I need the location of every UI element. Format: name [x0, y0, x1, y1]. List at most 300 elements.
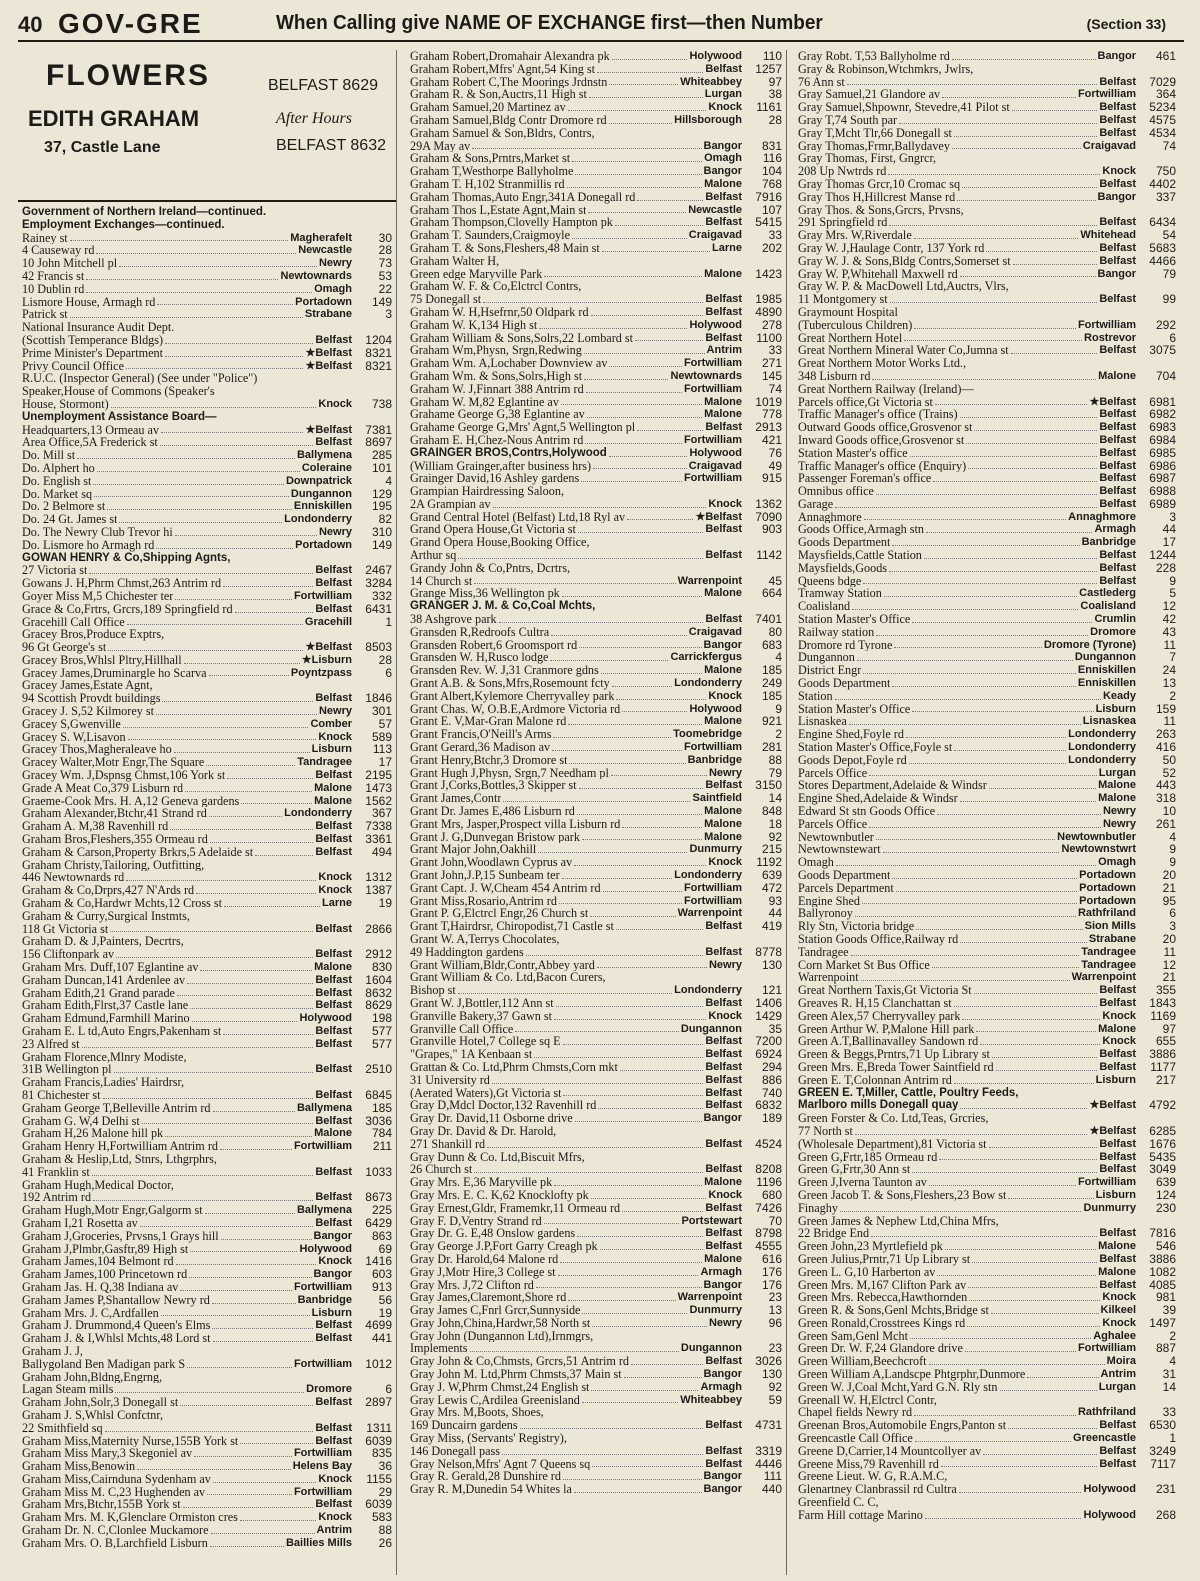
listing-entry [798, 703, 1176, 716]
listing-entry [410, 306, 782, 319]
listing-number: 583 [371, 1510, 392, 1525]
listing-exchange: Portadown [1079, 869, 1136, 881]
listing-number: 129 [371, 486, 392, 501]
listing-exchange: Lurgan [1098, 1380, 1136, 1393]
leader-dots [972, 1262, 1097, 1263]
listing-number: 7401 [755, 612, 782, 627]
listing-number: 8321 [365, 358, 392, 373]
leader-dots [960, 942, 1087, 943]
listing-exchange: Belfast [1099, 75, 1136, 88]
listing-entry [798, 1509, 1176, 1522]
listing-name: Graham Wm,Physn, Srgn,Redwing [410, 344, 582, 358]
listing-exchange: Knock [318, 397, 352, 410]
leader-dots [952, 59, 1096, 60]
listing-exchange: Omagh [314, 282, 352, 295]
listing-name: Goods Department [798, 536, 891, 550]
listing-entry: Gracey James,Estate Agnt, [22, 679, 153, 693]
leader-dots [162, 701, 313, 702]
listing-number: 1604 [365, 972, 392, 987]
listing-number: 53 [378, 268, 392, 283]
listing-entry [410, 741, 782, 754]
listing-name: Grant John,J.P,15 Sunbeam ter [410, 869, 560, 882]
listing-name: Graham Bros,Fleshers,355 Ormeau rd [22, 833, 208, 846]
listing-name: 446 Newtownards rd [22, 871, 125, 885]
listing-exchange: Malone [1098, 1265, 1136, 1278]
listing-name: Graham Miss Mary,3 Skegoniel av [22, 1447, 193, 1461]
listing-name: Gray Dr. Harold,64 Malone rd [410, 1252, 559, 1266]
listing-number: 145 [761, 368, 782, 383]
listing-exchange: Bangor [703, 1112, 742, 1125]
listing-entry [798, 805, 1176, 818]
listing-name: Green Dr. W. F,24 Glandore drive [798, 1342, 963, 1356]
leader-dots [563, 1044, 704, 1045]
leader-dots [487, 1147, 703, 1148]
leader-dots [502, 1454, 703, 1455]
listing-name: Green Mrs. M,167 Clifton Park av [798, 1278, 967, 1292]
leader-dots [601, 673, 702, 674]
listing-exchange: ★Lisburn [301, 653, 352, 666]
leader-dots [954, 1083, 1094, 1084]
listing-number: 4402 [1149, 176, 1176, 191]
listing-exchange: Lurgan [1098, 766, 1136, 779]
listing-name: Do. English st [22, 474, 92, 488]
leader-dots [563, 1095, 703, 1096]
listing-entry [22, 1102, 392, 1115]
listing-name: Greencastle Call Office [798, 1432, 913, 1445]
listing-number: 271 [761, 356, 782, 371]
listing-name: Graham J,Plmbr,Gasftr,89 High st [22, 1242, 189, 1256]
listing-entry: R.U.C. (Inspector General) (See under "Police") [22, 372, 258, 386]
listing-exchange: Magherafelt [290, 231, 352, 244]
listing-exchange: Malone [704, 267, 742, 280]
leader-dots [92, 1175, 314, 1176]
listing-number: 603 [371, 1267, 392, 1282]
listing-entry [22, 756, 392, 769]
listing-number: 2510 [365, 1062, 392, 1077]
listing-entry [798, 76, 1176, 89]
listing-exchange: Belfast [315, 986, 352, 999]
listing-number: 130 [761, 1367, 782, 1382]
listing-entry [798, 1176, 1176, 1189]
listing-name: Grant Major John,Oakhill [410, 843, 537, 857]
listing-exchange: Fortwilliam [683, 472, 742, 485]
listing-number: 4524 [755, 1136, 782, 1151]
listing-entry [22, 616, 392, 629]
listing-name: (Wholesale Department),81 Victoria st [798, 1137, 987, 1151]
listing-entry [22, 1537, 392, 1550]
listing-entry: Graham Francis,Ladies' Hairdrsr, [22, 1076, 185, 1089]
listing-number: 7338 [365, 819, 392, 834]
listing-exchange: Belfast [705, 293, 742, 306]
listing-exchange: Armagh [700, 1380, 742, 1393]
listing-exchange: Belfast [315, 769, 352, 782]
listing-entry: Unemployment Assistance Board— [22, 410, 217, 423]
leader-dots [889, 225, 1097, 226]
listing-entry [798, 728, 1176, 741]
leader-dots [587, 417, 702, 418]
listing-entry [22, 424, 392, 437]
listing-number: 1196 [756, 1175, 782, 1190]
listing-entry [798, 575, 1176, 588]
listing-number: 8778 [755, 944, 782, 959]
listing-exchange: Fortwilliam [293, 1357, 352, 1370]
listing-number: 57 [378, 716, 392, 731]
listing-exchange: Belfast [315, 1063, 352, 1076]
listing-name: Marlboro mills Donegall quay [798, 1099, 959, 1112]
listing-name: Graham Robert C,The Moorings Jrdnstn [410, 75, 608, 89]
listing-exchange: Londonderry [674, 984, 742, 997]
listing-name: Maysfields,Goods [798, 561, 888, 575]
listing-name: Graham Robert,Dromahair Alexandra pk [410, 50, 610, 63]
listing-name: Newtownstewart [798, 843, 881, 857]
listing-entry [410, 1458, 782, 1471]
listing-entry [410, 920, 782, 933]
leader-dots [581, 481, 682, 482]
listing-exchange: Dungannon [680, 1022, 742, 1035]
leader-dots [635, 340, 703, 341]
listing-number: 2897 [365, 1395, 392, 1410]
listing-exchange: Malone [314, 781, 352, 794]
listing-number: 8503 [365, 640, 392, 655]
listing-number: 185 [761, 688, 782, 703]
listing-number: 79 [768, 765, 782, 780]
leader-dots [616, 699, 706, 700]
listing-name: Area Office,5A Frederick st [22, 436, 158, 450]
listing-name: Grant Miss,Rosario,Antrim rd [410, 894, 557, 908]
listing-name: Engine Shed [798, 894, 860, 908]
listing-name: Greene D,Carrier,14 Mountcollyer av [798, 1444, 982, 1458]
listing-entry [798, 587, 1176, 600]
leader-dots [126, 368, 303, 369]
leader-dots [579, 788, 704, 789]
leader-dots [888, 174, 1100, 175]
listing-number: 443 [1155, 778, 1176, 793]
listing-number: 4 [775, 650, 782, 665]
listing-name: Grant T,Hairdrsr, Chiropodist,71 Castle st [410, 920, 614, 933]
leader-dots [991, 1313, 1099, 1314]
listing-exchange: Belfast [315, 922, 352, 935]
listing-name: Graham H,26 Malone hill pk [22, 1127, 164, 1141]
leader-dots [851, 955, 1080, 956]
listing-exchange: Belfast [1099, 344, 1136, 357]
listing-entry [410, 370, 782, 383]
listing-entry [798, 1151, 1176, 1164]
listing-exchange: Belfast [705, 945, 742, 958]
listing-entry [22, 1524, 392, 1537]
listing-entry: Greenall W. H,Elctrcl Contr, [798, 1393, 937, 1407]
listing-exchange: Fortwilliam [1077, 318, 1136, 331]
listing-entry [798, 268, 1176, 281]
leader-dots [94, 496, 289, 497]
leader-dots [241, 803, 312, 804]
listing-name: "Grapes," 1A Kenbaan st [410, 1048, 533, 1061]
leader-dots [637, 430, 703, 431]
listing-entry [410, 984, 782, 997]
leader-dots [472, 148, 701, 149]
leader-dots [582, 1313, 687, 1314]
leader-dots [602, 251, 710, 252]
listing-exchange: Belfast [1099, 421, 1136, 434]
listing-entry [410, 523, 782, 536]
listing-exchange: Belfast [1099, 1278, 1136, 1291]
listing-exchange: Armagh [700, 1265, 742, 1278]
listing-exchange: Whiteabbey [680, 75, 742, 88]
leader-dots [1011, 353, 1098, 354]
listing-entry [410, 1342, 782, 1355]
listing-entry [22, 244, 392, 257]
listing-name: Graham W. K,134 High st [410, 318, 538, 332]
listing-name: Grant William,Bldr,Contr,Abbey yard [410, 958, 595, 972]
listing-name: Graham Mrs. O. B,Larchfield Lisburn [22, 1536, 208, 1550]
listing-number: 39 [1162, 1303, 1176, 1318]
listing-entry: Graham Christy,Tailoring, Outfitting, [22, 858, 205, 872]
listing-number: 8632 [365, 985, 392, 1000]
listing-exchange: Warrenpoint [677, 1291, 742, 1304]
listing-entry [410, 332, 782, 345]
listing-name: Farm Hill cottage Marino [798, 1508, 923, 1522]
leader-dots [235, 612, 314, 613]
listing-number: 6429 [365, 1215, 392, 1230]
listing-exchange: Warrenpoint [677, 574, 742, 587]
leader-dots [185, 791, 312, 792]
listing-name: Station Goods Office,Railway rd [798, 932, 959, 946]
listing-entry [410, 1419, 782, 1432]
leader-dots [563, 1479, 702, 1480]
listing-number: 82 [378, 512, 392, 527]
listing-number: 11 [1163, 944, 1176, 959]
listing-name: Grant J. G,Dunvegan Bristow park [410, 830, 580, 844]
listing-entry [798, 971, 1176, 984]
leader-dots [474, 1172, 703, 1173]
listing-exchange: Toomebridge [673, 728, 742, 741]
listing-entry [410, 396, 782, 409]
leader-dots [585, 443, 682, 444]
leader-dots [108, 650, 303, 651]
listing-name: 22 Bridge End [798, 1227, 870, 1241]
listing-name: Lisnaskea [798, 715, 847, 729]
listing-name: Gray T,74 South par [798, 113, 898, 127]
listing-entry [798, 101, 1176, 114]
listing-name: Gray Mrs. E,36 Maryville pk [410, 1176, 553, 1189]
listing-entry [410, 1023, 782, 1036]
listing-number: 4085 [1149, 1277, 1176, 1292]
listing-exchange: Newry [708, 1316, 742, 1329]
listing-exchange: Belfast [315, 1434, 352, 1447]
leader-dots [591, 315, 704, 316]
listing-name: Graham & Carson,Property Brkrs,5 Adelaide st [22, 845, 254, 859]
listing-exchange: Malone [704, 664, 742, 677]
listing-number: 249 [761, 676, 782, 691]
leader-dots [952, 148, 1081, 149]
listing-number: 3 [1169, 509, 1176, 524]
listing-number: 8798 [755, 1226, 782, 1241]
listing-exchange: Baillies Mills [285, 1536, 352, 1549]
listing-entry: Greenfield C. C, [798, 1496, 879, 1509]
listing-entry [798, 1227, 1176, 1240]
listing-entry [22, 449, 392, 462]
listing-name: Grace & Co,Frtrs, Grcrs,189 Springfield rd [22, 602, 233, 616]
listing-entry: Gray John (Dungannon Ltd),Irnmgrs, [410, 1329, 594, 1343]
listing-name: 10 John Mitchell pl [22, 257, 118, 270]
leader-dots [93, 1200, 313, 1201]
listing-entry [410, 1010, 782, 1023]
listing-number: 225 [371, 1203, 392, 1218]
listing-name: Gray Dr. G. E,48 Onslow gardens [410, 1227, 576, 1241]
listing-number: 7117 [1150, 1456, 1176, 1471]
listing-name: Ballygoland Ben Madigan park S [22, 1357, 186, 1371]
listing-exchange: Knock [1102, 165, 1136, 178]
listing-name: Graham Alexander,Btchr,41 Strand rd [22, 807, 207, 821]
listing-exchange: Lisburn [311, 743, 352, 756]
listing-entry [410, 792, 782, 805]
listing-entry [410, 754, 782, 767]
listing-entry [410, 1035, 782, 1048]
listing-number: 704 [1155, 368, 1176, 383]
listing-entry: Gray Dunn & Co. Ltd,Biscuit Mfrs, [410, 1150, 585, 1164]
listing-exchange: Belfast [315, 1088, 352, 1101]
listing-exchange: Holywood [689, 318, 742, 331]
listing-entry [798, 421, 1176, 434]
listing-exchange: Banbridge [1081, 536, 1136, 549]
listing-entry [798, 741, 1176, 754]
listing-name: Rly Stn, Victoria bridge [798, 920, 915, 933]
listing-number: 494 [371, 844, 392, 859]
leader-dots [906, 737, 1066, 738]
listing-name: Graham Edith,21 Grand parade [22, 986, 175, 1000]
listing-exchange: Portadown [295, 295, 352, 308]
listing-entry [22, 1012, 392, 1025]
listing-name: Gray W. P,Whitehall Maxwell rd [798, 267, 958, 281]
listing-name: Graham Thos L,Estate Agnt,Main st [410, 203, 587, 217]
listing-number: 5 [1169, 586, 1176, 601]
leader-dots [609, 456, 688, 457]
leader-dots [161, 1315, 310, 1316]
listing-exchange: Knock [1102, 1035, 1136, 1048]
leader-dots [209, 675, 289, 676]
listing-entry [22, 1447, 392, 1460]
listing-exchange: Lisburn [311, 1306, 352, 1319]
listing-exchange: Malone [314, 794, 352, 807]
listing-name: 348 Lisburn rd [798, 369, 871, 383]
listing-entry: GOWAN HENRY & Co,Shipping Agnts, [22, 551, 231, 564]
listing-entry [798, 1266, 1176, 1279]
column-3 [794, 50, 1180, 1575]
listing-exchange: Belfast [705, 1227, 742, 1240]
leader-dots [937, 814, 1101, 815]
listing-name: Do. Alphert ho [22, 461, 95, 475]
listing-number: 116 [762, 151, 782, 166]
listing-entry [410, 242, 782, 255]
listing-entry [410, 779, 782, 792]
leader-dots [609, 366, 682, 367]
listing-name: Gracey J. S,52 Kilmorey st [22, 705, 155, 718]
listing-name: Graham & Co,Hardwr Mchts,12 Cross st [22, 897, 223, 910]
listing-entry: Grand Opera House,Booking Office, [410, 536, 590, 550]
listing-number: 1846 [365, 691, 392, 706]
leader-dots [97, 471, 300, 472]
listing-entry [22, 1460, 392, 1473]
listing-exchange: Belfast [1099, 1163, 1136, 1176]
listing-entry [22, 667, 392, 680]
listing-exchange: Belfast [315, 602, 352, 615]
listing-exchange: Malone [314, 961, 352, 974]
leader-dots [183, 1507, 314, 1508]
leader-dots [127, 624, 303, 625]
listing-number: 189 [761, 1111, 782, 1126]
leader-dots [77, 458, 295, 459]
listing-number: 211 [372, 1139, 392, 1154]
listing-entry [798, 523, 1176, 536]
leader-dots [584, 379, 668, 380]
listing-entry [798, 1099, 1176, 1112]
leader-dots [622, 711, 687, 712]
leader-dots [611, 775, 707, 776]
listing-exchange: Belfast [315, 833, 352, 846]
listing-entry [22, 795, 392, 808]
leader-dots [220, 1149, 292, 1150]
listing-exchange: Greencastle [1073, 1432, 1136, 1445]
listing-entry [798, 242, 1176, 255]
listing-exchange: Belfast [315, 333, 352, 346]
listing-number: 835 [371, 1446, 392, 1461]
listing-name: Graham T. & Sons,Fleshers,48 Main st [410, 241, 600, 255]
listing-number: 1497 [1149, 1315, 1176, 1330]
leader-dots [126, 880, 316, 881]
listing-number: 107 [761, 202, 782, 217]
listing-exchange: Gracehill [304, 615, 352, 628]
listing-exchange: Belfast [705, 1444, 742, 1457]
listing-entry [410, 1279, 782, 1292]
listing-number: 43 [1162, 624, 1176, 639]
listing-exchange: Belfast [1099, 254, 1136, 267]
leader-dots [968, 1287, 1097, 1288]
listing-entry [798, 216, 1176, 229]
leader-dots [551, 635, 687, 636]
listing-name: Traffic Manager's office (Enquiry) [798, 459, 967, 473]
listing-entry [22, 948, 392, 961]
listing-number: 913 [371, 1279, 392, 1294]
leader-dots [957, 200, 1095, 201]
listing-entry [410, 140, 782, 153]
leader-dots [526, 955, 704, 956]
listing-name: Gowans J. H,Phrm Chmst,263 Antrim rd [22, 577, 222, 590]
leader-dots [612, 59, 688, 60]
leader-dots [954, 1006, 1098, 1007]
listing-exchange: Belfast [315, 436, 352, 449]
leader-dots [912, 1172, 1097, 1173]
listing-name: 75 Donegall st [410, 293, 482, 306]
listing-name: Parcels Office [798, 817, 868, 831]
listing-number: 4446 [755, 1456, 782, 1471]
listing-name: 38 Ashgrove park [410, 613, 497, 626]
listing-name: Gray J,Motr Hire,3 College st [410, 1265, 556, 1279]
listing-entry [798, 1304, 1176, 1317]
listing-exchange: Belfast [1099, 408, 1136, 421]
listing-name: Gray Samuel,Shpownr, Stevedre,41 Pilot st [798, 101, 1010, 114]
listing-entry [798, 1368, 1176, 1381]
listing-number: 7090 [755, 509, 782, 524]
leader-dots [631, 1364, 703, 1365]
listing-entry [798, 1458, 1176, 1471]
listing-entry [798, 677, 1176, 690]
listing-number: 70 [768, 1213, 782, 1228]
leader-dots [597, 967, 707, 968]
leader-dots [968, 468, 1097, 469]
listing-number: 3 [385, 307, 392, 322]
listing-exchange: Bangor [703, 1483, 742, 1496]
listing-entry [410, 767, 782, 780]
listing-exchange: Moira [1106, 1355, 1136, 1368]
